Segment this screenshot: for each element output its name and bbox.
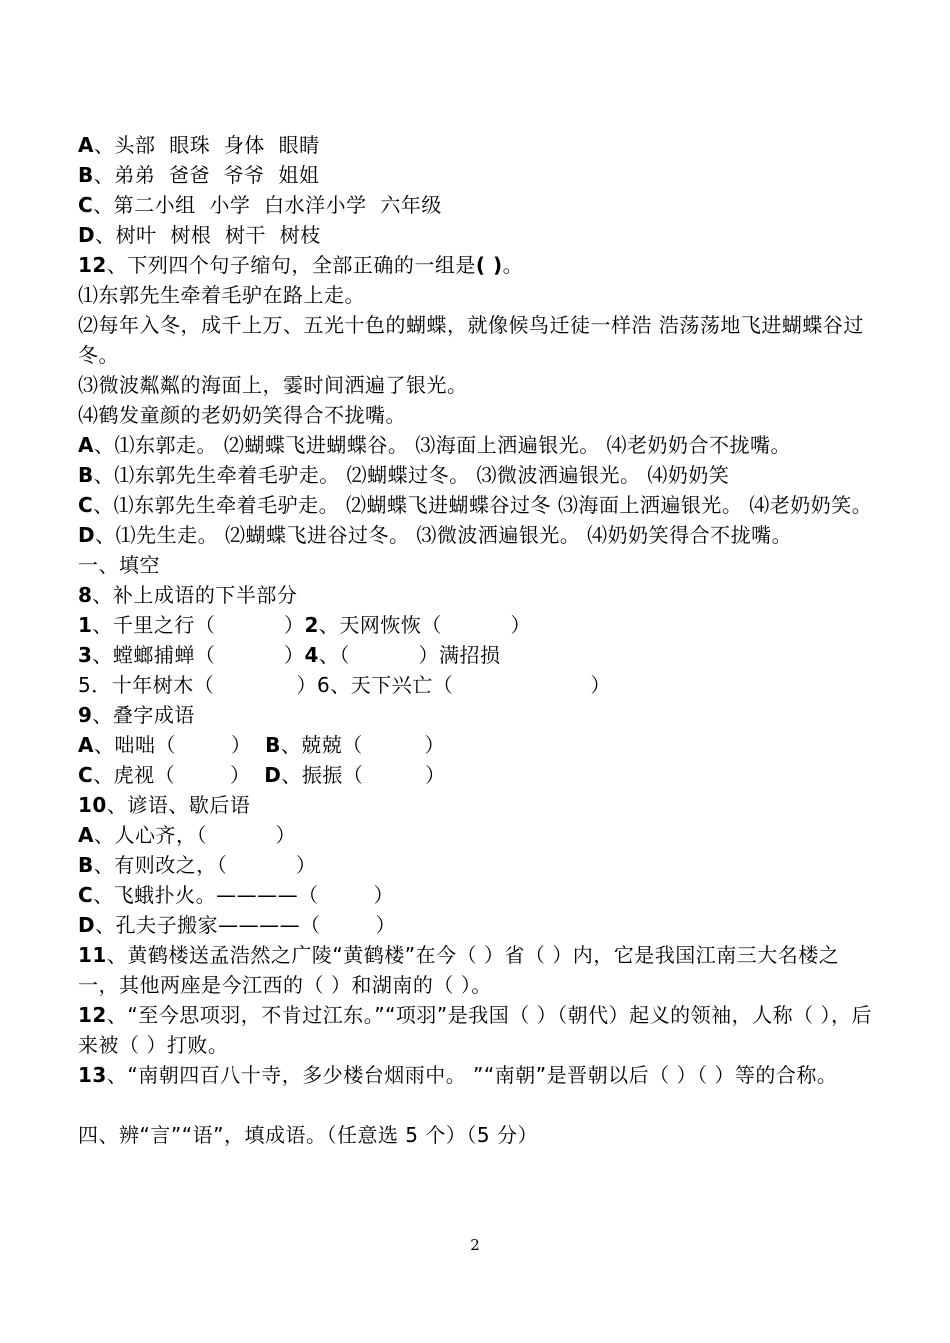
text-line — [78, 730, 874, 760]
item-text: 、叠字成语 — [92, 703, 195, 727]
item-label: 13 — [78, 1063, 107, 1087]
item-label: B — [78, 463, 94, 487]
item-label: 1 — [78, 613, 93, 637]
text-line — [78, 220, 874, 250]
item-label: B — [78, 853, 94, 877]
item-text: 5．十年树木（ ）6、天下兴亡（ ） — [78, 673, 611, 697]
item-text: 、黄鹤楼送孟浩然之广陵“黄鹤楼”在今（ ）省（ ）内，它是我国江南三大名楼之一，其他两座是今江西的（ ）和湖南的（ ）。 — [78, 943, 840, 997]
text-line — [78, 370, 874, 400]
item-label: A — [78, 433, 94, 457]
item-text: 、有则改之，（ ） — [93, 853, 317, 877]
item-text: ⑵每年入冬，成千上万、五光十色的蝴蝶，就像候鸟迁徒一样浩 浩荡荡地飞进蝴蝶谷过冬。 — [78, 313, 864, 367]
text-line — [78, 940, 874, 1000]
text-line — [78, 820, 874, 850]
item-label: D — [264, 763, 282, 787]
item-label: 8 — [78, 583, 93, 607]
item-label: 10 — [78, 793, 107, 817]
item-label: 11 — [78, 943, 107, 967]
text-line — [78, 190, 874, 220]
item-label: C — [78, 193, 94, 217]
text-line — [78, 490, 874, 520]
item-text: 、树叶 树根 树干 树枝 — [95, 223, 321, 247]
item-label: A — [78, 823, 94, 847]
text-line — [78, 400, 874, 430]
item-text: 、人心齐，（ ） — [93, 823, 297, 847]
item-label: 4 — [304, 643, 319, 667]
item-text: 、⑴东郭走。 ⑵蝴蝶飞进蝴蝶谷。 ⑶海面上洒遍银光。 ⑷老奶奶合不拢嘴。 — [93, 433, 792, 457]
item-label: A — [78, 733, 94, 757]
item-text: 、虎视（ ） — [93, 763, 265, 787]
item-label: C — [78, 763, 94, 787]
item-label: C — [78, 493, 94, 517]
item-text: 、⑴先生走。 ⑵蝴蝶飞进谷过冬。 ⑶微波洒遍银光。 ⑷奶奶笑得合不拢嘴。 — [95, 523, 793, 547]
item-text: 、振振（ ） — [281, 763, 446, 787]
item-text: 、螳螂捕蝉（ ） — [92, 643, 305, 667]
item-text: 、补上成语的下半部分 — [92, 583, 298, 607]
item-text: 、头部 眼珠 身体 眼睛 — [93, 133, 320, 157]
text-line — [78, 160, 874, 190]
item-label: D — [78, 523, 96, 547]
item-label: D — [78, 913, 96, 937]
page-number: 2 — [470, 1236, 480, 1254]
item-label: B — [78, 163, 94, 187]
item-label: 2 — [304, 613, 319, 637]
item-label: 9 — [78, 703, 93, 727]
item-text: 、孔夫子搬家————（ ） — [95, 913, 396, 937]
item-text: 、⑴东郭先生牵着毛驴走。 ⑵蝴蝶飞进蝴蝶谷过冬 ⑶海面上洒遍银光。 ⑷老奶奶笑。 — [93, 493, 873, 517]
item-label: 12 — [78, 1003, 107, 1027]
item-text: 、“至今思项羽，不肯过江东。”“项羽”是我国（ ）（朝代）起义的领袖，人称（ ），后来被（ ）打败。 — [78, 1003, 873, 1057]
item-label: 3 — [78, 643, 93, 667]
text-line — [78, 550, 874, 580]
text-line — [78, 130, 874, 160]
text-line — [78, 1120, 874, 1150]
item-text: 、谚语、歇后语 — [106, 793, 251, 817]
item-text: ⑴东郭先生牵着毛驴在路上走。 — [78, 283, 365, 307]
item-text: 、“南朝四百八十寺，多少楼台烟雨中。 ”“南朝”是晋朝以后（ ）（ ）等的合称。 — [106, 1063, 838, 1087]
item-text: 、天网恢恢（ ） — [318, 613, 531, 637]
item-text: ⑶微波粼粼的海面上，霎时间洒遍了银光。 — [78, 373, 468, 397]
item-text: 。 — [502, 253, 524, 277]
text-line — [78, 850, 874, 880]
text-line — [78, 670, 874, 700]
item-label: B — [265, 733, 281, 757]
text-line — [78, 640, 874, 670]
text-line — [78, 880, 874, 910]
text-line — [78, 1000, 874, 1060]
item-label: C — [78, 883, 94, 907]
text-line — [78, 250, 874, 280]
item-text: 、飞蛾扑火。————（ ） — [93, 883, 395, 907]
item-label: 12 — [78, 253, 107, 277]
text-line — [78, 280, 874, 310]
item-text: 四、辨“言”“语”，填成语。（任意选 5 个）（5 分） — [78, 1123, 538, 1147]
blank-line — [78, 1090, 874, 1120]
item-text: ⑷鹤发童颜的老奶奶笑得合不拢嘴。 — [78, 403, 406, 427]
text-line — [78, 580, 874, 610]
text-line — [78, 910, 874, 940]
text-line — [78, 310, 874, 370]
item-text: 、兢兢（ ） — [280, 733, 446, 757]
item-text: 、第二小组 小学 白水洋小学 六年级 — [93, 193, 442, 217]
item-text: 、千里之行（ ） — [92, 613, 305, 637]
text-line — [78, 700, 874, 730]
text-line — [78, 430, 874, 460]
text-line — [78, 610, 874, 640]
exam-content — [78, 130, 874, 1150]
text-line — [78, 1060, 874, 1090]
item-label: ( ) — [475, 253, 503, 277]
item-text: 、弟弟 爸爸 爷爷 姐姐 — [93, 163, 320, 187]
item-text: 、（ ）满招损 — [318, 643, 501, 667]
text-line — [78, 790, 874, 820]
item-text: 、咄咄（ ） — [93, 733, 266, 757]
text-line — [78, 760, 874, 790]
text-line — [78, 520, 874, 550]
item-text: 、下列四个句子缩句，全部正确的一组是 — [106, 253, 476, 277]
item-text: 、⑴东郭先生牵着毛驴走。 ⑵蝴蝶过冬。 ⑶微波洒遍银光。 ⑷奶奶笑 — [93, 463, 730, 487]
item-label: A — [78, 133, 94, 157]
text-line — [78, 460, 874, 490]
item-label: D — [78, 223, 96, 247]
item-text: 一、填空 — [78, 553, 160, 577]
